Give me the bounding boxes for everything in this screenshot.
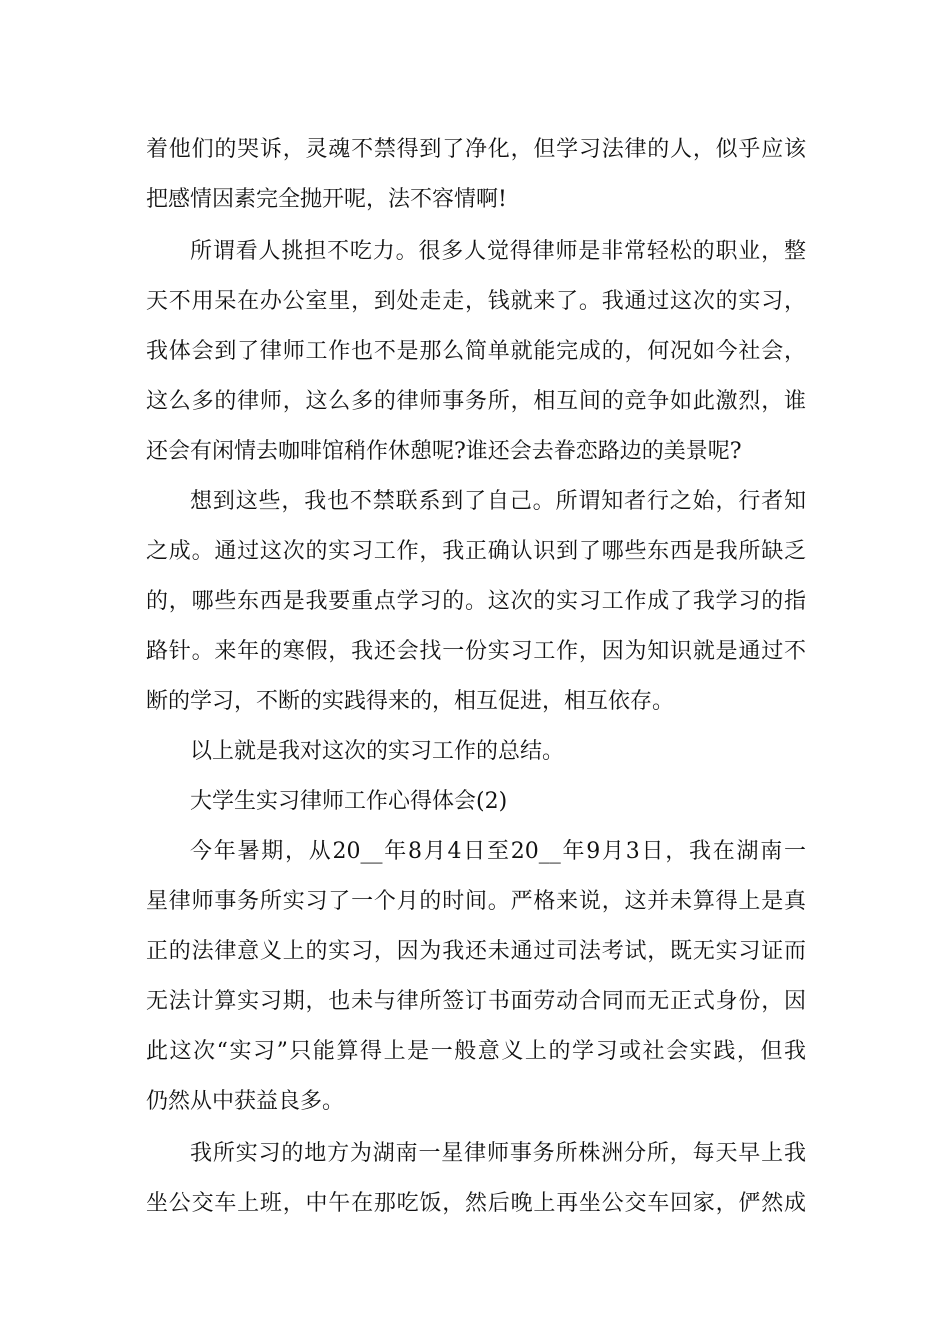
text-line: 着他们的哭诉，灵魂不禁得到了净化，但学习法律的人，似乎应该	[146, 137, 806, 162]
text-line: 这么多的律师，这么多的律师事务所，相互间的竞争如此激烈，谁	[146, 389, 806, 414]
text-line: 之成。通过这次的实习工作，我正确认识到了哪些东西是我所缺乏	[146, 539, 806, 564]
text-line: 仍然从中获益良多。	[146, 1089, 345, 1114]
text-line: 我所实习的地方为湖南一星律师事务所株洲分所，每天早上我	[190, 1141, 806, 1166]
text-line: 把感情因素完全抛开呢，法不容情啊!	[146, 187, 507, 212]
text-line: 以上就是我对这次的实习工作的总结。	[190, 739, 565, 764]
text-line: 还会有闲情去咖啡馆稍作休憩呢?谁还会去眷恋路边的美景呢?	[146, 439, 742, 464]
text-line: 所谓看人挑担不吃力。很多人觉得律师是非常轻松的职业，整	[190, 239, 806, 264]
text-line: 想到这些，我也不禁联系到了自己。所谓知者行之始，行者知	[190, 489, 806, 514]
text-line: 星律师事务所实习了一个月的时间。严格来说，这并未算得上是真	[146, 889, 806, 914]
text-line: 路针。来年的寒假，我还会找一份实习工作，因为知识就是通过不	[146, 639, 806, 664]
text-line: 天不用呆在办公室里，到处走走，钱就来了。我通过这次的实习，	[146, 289, 806, 314]
text-line: 今年暑期，从20__年8月4日至20__年9月3日，我在湖南一	[190, 839, 806, 864]
text-line: 此这次“实习”只能算得上是一般意义上的学习或社会实践，但我	[146, 1039, 806, 1064]
text-line: 我体会到了律师工作也不是那么简单就能完成的，何况如今社会，	[146, 339, 806, 364]
text-line: 断的学习，不断的实践得来的，相互促进，相互依存。	[146, 689, 675, 714]
text-line: 正的法律意义上的实习，因为我还未通过司法考试，既无实习证而	[146, 939, 806, 964]
text-line: 坐公交车上班，中午在那吃饭，然后晚上再坐公交车回家，俨然成	[146, 1191, 806, 1216]
text-line: 的，哪些东西是我要重点学习的。这次的实习工作成了我学习的指	[146, 589, 806, 614]
section-heading: 大学生实习律师工作心得体会(2)	[190, 789, 508, 814]
text-line: 无法计算实习期，也未与律所签订书面劳动合同而无正式身份，因	[146, 989, 806, 1014]
